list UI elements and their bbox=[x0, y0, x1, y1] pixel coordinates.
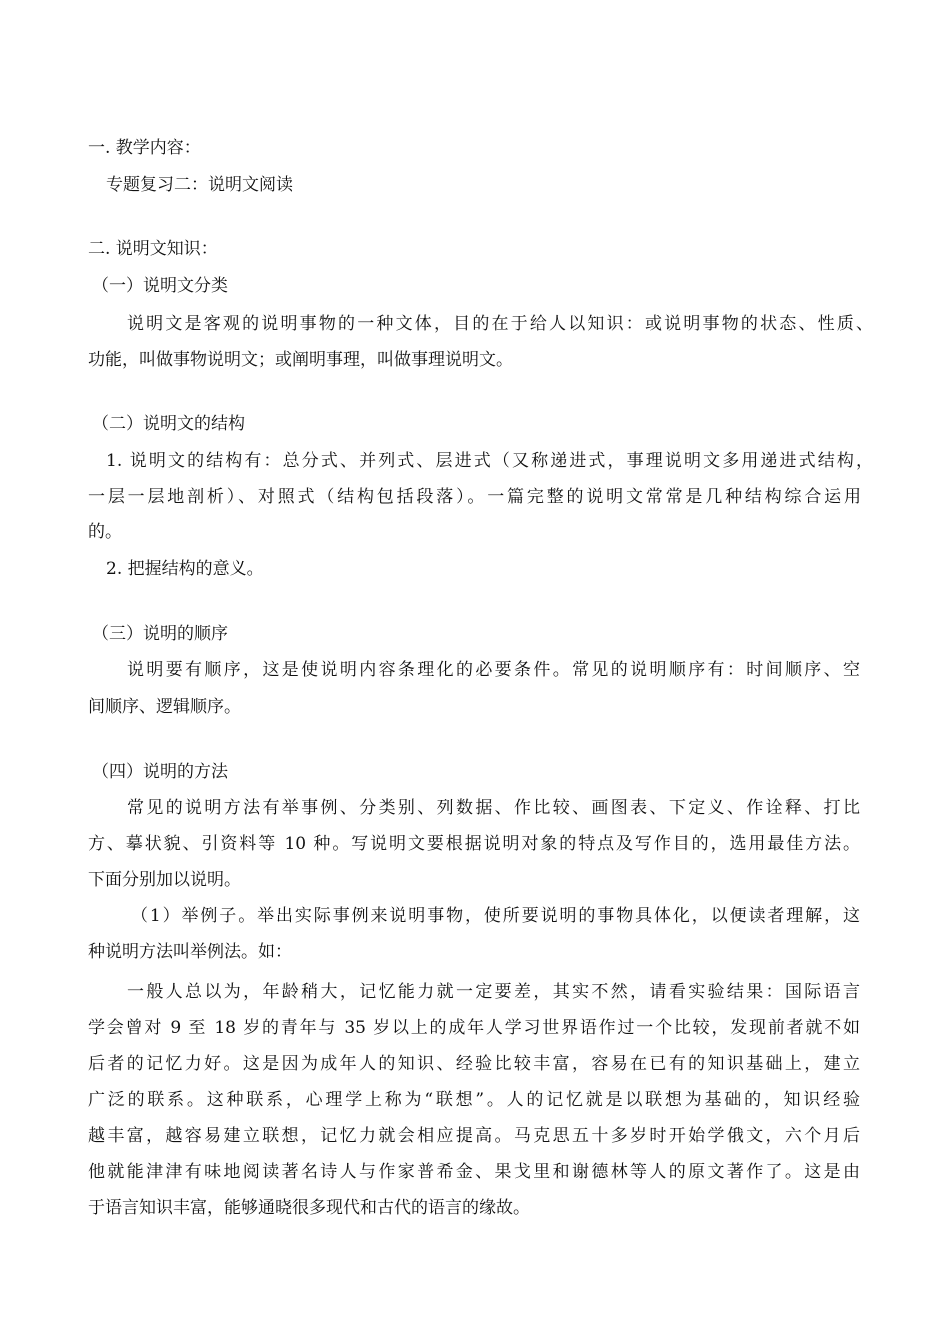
paragraph-line: 方、摹状貌、引资料等 10 种。写说明文要根据说明对象的特点及写作目的，选用最佳方法。 bbox=[88, 834, 860, 854]
paragraph-line: 学会曾对 9 至 18 岁的青年与 35 岁以上的成年人学习世界语作过一个比较，发现前者就不如 bbox=[88, 1018, 860, 1038]
paragraph-line: 常见的说明方法有举事例、分类别、列数据、作比较、画图表、下定义、作诠释、打比 bbox=[127, 798, 860, 818]
subheading-order: （三）说明的顺序 bbox=[92, 624, 228, 644]
section-subtitle: 专题复习二：说明文阅读 bbox=[106, 175, 293, 195]
paragraph-line: 一般人总以为，年龄稍大，记忆能力就一定要差，其实不然，请看实验结果：国际语言 bbox=[127, 982, 860, 1002]
paragraph-line: 的。 bbox=[88, 522, 122, 542]
section-heading-knowledge: 二. 说明文知识： bbox=[88, 239, 218, 259]
paragraph-line: 说明文是客观的说明事物的一种文体，目的在于给人以知识：或说明事物的状态、性质、 bbox=[127, 314, 873, 334]
paragraph-line: 2. 把握结构的意义。 bbox=[106, 559, 264, 579]
paragraph-line: 后者的记忆力好。这是因为成年人的知识、经验比较丰富，容易在已有的知识基础上，建立 bbox=[88, 1054, 860, 1074]
subheading-structure: （二）说明文的结构 bbox=[92, 414, 245, 434]
paragraph-line: 功能，叫做事物说明文；或阐明事理，叫做事理说明文。 bbox=[88, 350, 513, 370]
paragraph-line: （1）举例子。举出实际事例来说明事物，使所要说明的事物具体化，以便读者理解，这 bbox=[131, 906, 860, 926]
paragraph-line: 越丰富，越容易建立联想，记忆力就会相应提高。马克思五十多岁时开始学俄文，六个月后 bbox=[88, 1126, 860, 1146]
paragraph-line: 下面分别加以说明。 bbox=[88, 870, 241, 890]
subheading-classification: （一）说明文分类 bbox=[92, 276, 228, 296]
paragraph-line: 广泛的联系。这种联系，心理学上称为“联想”。人的记忆就是以联想为基础的，知识经验 bbox=[88, 1090, 860, 1110]
paragraph-line: 种说明方法叫举例法。如： bbox=[88, 942, 292, 962]
paragraph-line: 于语言知识丰富，能够通晓很多现代和古代的语言的缘故。 bbox=[88, 1198, 530, 1218]
section-heading-teaching-content: 一. 教学内容： bbox=[88, 138, 201, 158]
paragraph-line: 1. 说明文的结构有：总分式、并列式、层进式（又称递进式，事理说明文多用递进式结构， bbox=[106, 451, 873, 471]
paragraph-line: 间顺序、逻辑顺序。 bbox=[88, 697, 241, 717]
paragraph-line: 他就能津津有味地阅读著名诗人与作家普希金、果戈里和谢德林等人的原文著作了。这是由 bbox=[88, 1162, 860, 1182]
paragraph-line: 说明要有顺序，这是使说明内容条理化的必要条件。常见的说明顺序有：时间顺序、空 bbox=[127, 660, 860, 680]
subheading-methods: （四）说明的方法 bbox=[92, 762, 228, 782]
paragraph-line: 一层一层地剖析）、对照式（结构包括段落）。一篇完整的说明文常常是几种结构综合运用 bbox=[88, 487, 861, 507]
